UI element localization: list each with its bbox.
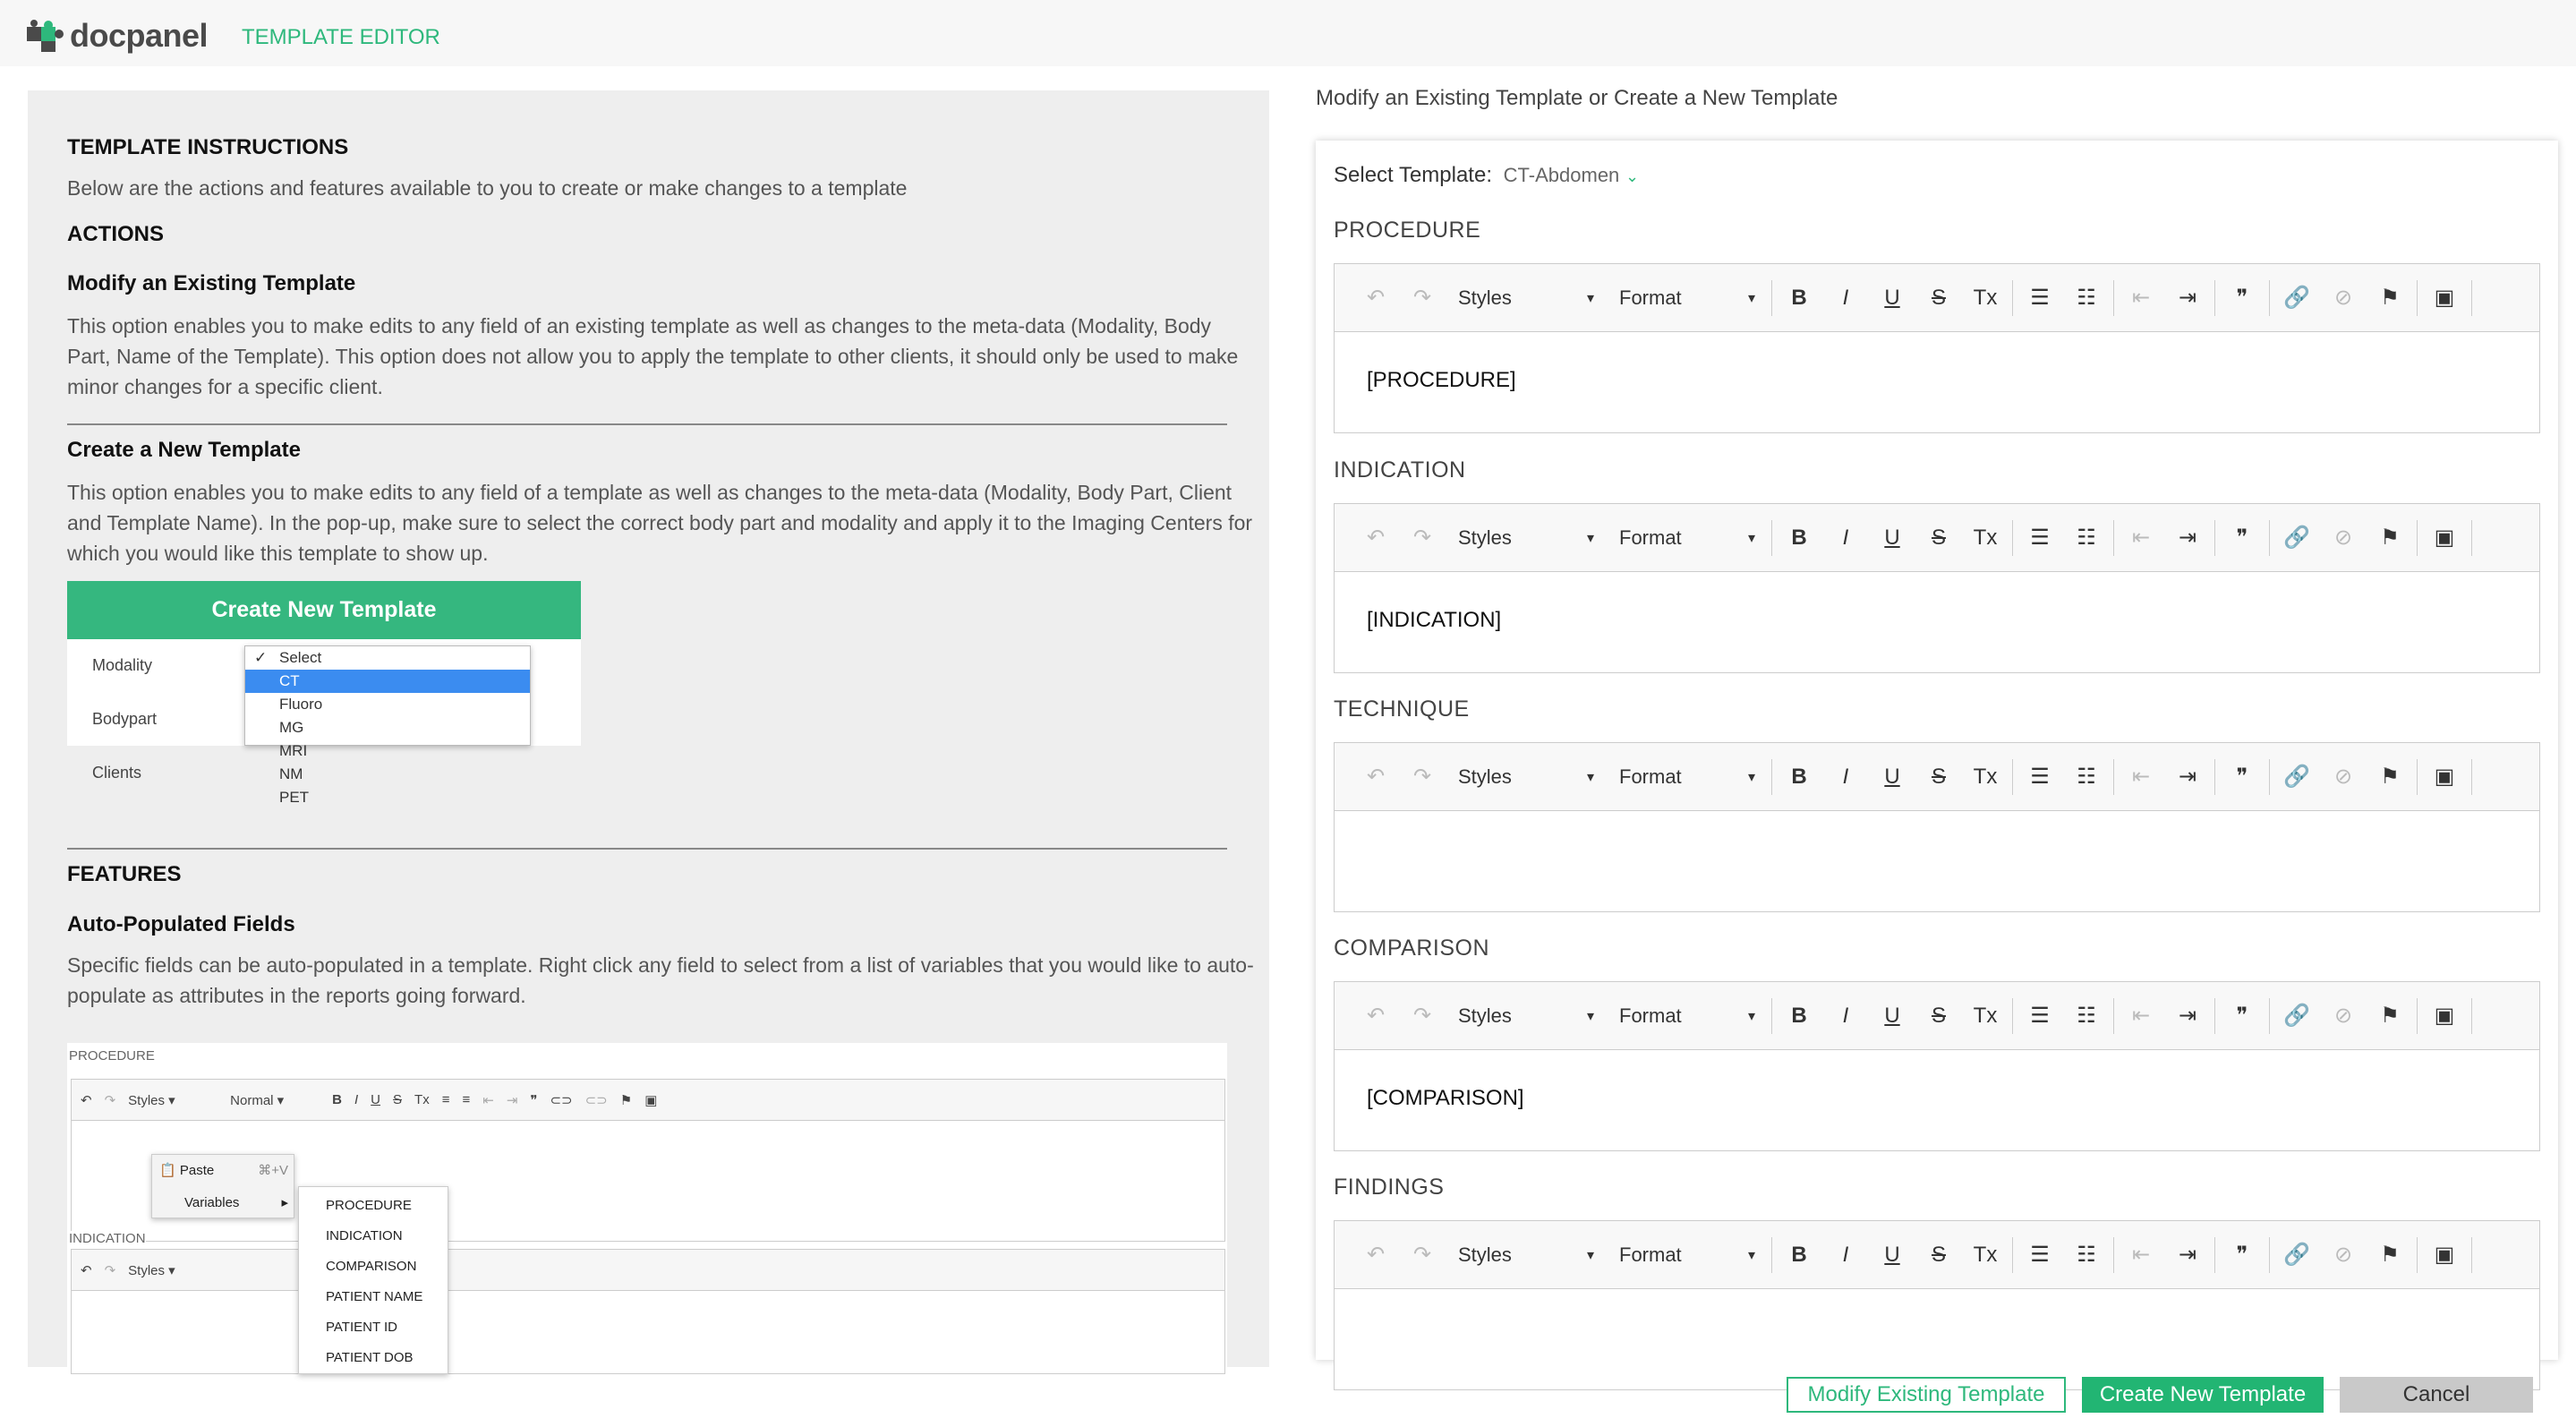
- toolbar-separator: [2113, 520, 2114, 556]
- quote-icon[interactable]: ❞: [2236, 526, 2248, 550]
- styles-select: Styles ▾: [128, 1092, 175, 1108]
- clients-label: Clients: [92, 764, 142, 782]
- context-menu-preview: [151, 1154, 294, 1218]
- clipboard-icon: 📋: [159, 1163, 176, 1178]
- create-text: This option enables you to make edits to any field of a template as well as changes to the meta-data (Modality, Body Part, Client and Template Name). In the pop-up, make sure to select the correct body part and modality and apply it to the Imaging Centers for which you would like this template to show up.: [67, 481, 1253, 565]
- preview-editor: [71, 1249, 1225, 1374]
- underline-icon[interactable]: U: [1884, 285, 1900, 310]
- link-icon: ⊂⊃: [550, 1092, 573, 1108]
- toolbar-separator: [2471, 759, 2472, 795]
- strike-icon[interactable]: S: [1931, 525, 1946, 550]
- variable-item: COMPARISON: [326, 1259, 417, 1274]
- toolbar-separator: [2113, 759, 2114, 795]
- link-icon[interactable]: 🔗: [2283, 1243, 2310, 1267]
- strike-icon[interactable]: S: [1931, 764, 1946, 789]
- caret-down-icon: ▾: [1586, 1247, 1594, 1263]
- flag-icon: ⚑: [619, 1092, 633, 1108]
- editor-toolbar: [1335, 743, 2539, 811]
- caret-down-icon: ▾: [1747, 1008, 1755, 1024]
- outdent-icon: ⇤: [482, 1092, 494, 1108]
- italic-icon[interactable]: I: [1842, 525, 1849, 550]
- unlink-icon[interactable]: ⊘: [2333, 526, 2353, 550]
- features-heading: FEATURES: [67, 862, 182, 886]
- styles-label: Styles: [1458, 1243, 1512, 1266]
- editor-content[interactable]: [PROCEDURE]: [1367, 368, 1516, 392]
- quote-icon[interactable]: ❞: [2236, 1004, 2248, 1028]
- underline-icon[interactable]: U: [1884, 525, 1900, 550]
- format-label: Format: [1619, 765, 1682, 788]
- toolbar-separator: [2113, 280, 2114, 316]
- auto-populate-preview: [67, 1043, 1227, 1367]
- select-template-value[interactable]: CT-Abdomen: [1503, 164, 1620, 186]
- indent-icon[interactable]: ⇥: [2178, 765, 2197, 789]
- section-label-indication: INDICATION: [1334, 457, 1466, 483]
- cancel-button[interactable]: Cancel: [2340, 1377, 2533, 1413]
- indent-icon[interactable]: ⇥: [2178, 1243, 2197, 1267]
- outdent-icon[interactable]: ⇤: [2131, 1004, 2151, 1028]
- clear-format-icon: Tx: [414, 1092, 430, 1107]
- bullet-list-icon[interactable]: ☷: [2077, 765, 2096, 789]
- toolbar-separator: [2269, 280, 2270, 316]
- redo-icon[interactable]: ↷: [1412, 1243, 1432, 1267]
- variable-item: PROCEDURE: [326, 1198, 412, 1213]
- toolbar-separator: [2417, 759, 2418, 795]
- numbered-list-icon[interactable]: ☰: [2030, 526, 2050, 550]
- link-icon[interactable]: 🔗: [2283, 526, 2310, 550]
- rich-text-editor-findings: [1334, 1220, 2540, 1390]
- template-editor-panel: [1316, 141, 2558, 1360]
- section-label-findings: FINDINGS: [1334, 1175, 1445, 1200]
- bullet-list-icon[interactable]: ☷: [2077, 1243, 2096, 1267]
- strike-icon[interactable]: S: [1931, 285, 1946, 310]
- submenu-arrow-icon: ▸: [281, 1195, 288, 1210]
- instructions-panel: [28, 90, 1269, 1367]
- bold-icon: B: [332, 1092, 342, 1107]
- indent-icon[interactable]: ⇥: [2178, 286, 2197, 310]
- redo-icon[interactable]: ↷: [1412, 765, 1432, 789]
- bodypart-label: Bodypart: [92, 710, 158, 728]
- caret-down-icon: ▾: [1747, 530, 1755, 546]
- preview-label: INDICATION: [69, 1231, 146, 1246]
- format-dropdown[interactable]: [1610, 1237, 1764, 1273]
- image-icon[interactable]: ▣: [2434, 765, 2455, 789]
- styles-label: Styles: [1458, 1004, 1512, 1027]
- numbered-list-icon[interactable]: ☰: [2030, 1004, 2050, 1028]
- caret-down-icon: ▾: [1586, 530, 1594, 546]
- toolbar-separator: [2012, 520, 2013, 556]
- toolbar-separator: [2417, 1237, 2418, 1273]
- create-template-preview: [67, 581, 581, 806]
- indent-icon[interactable]: ⇥: [2178, 526, 2197, 550]
- variable-item: PATIENT DOB: [326, 1350, 414, 1365]
- toolbar-separator: [2113, 1237, 2114, 1273]
- redo-icon[interactable]: ↷: [1412, 286, 1432, 310]
- editor-toolbar: [1335, 264, 2539, 332]
- variable-item: INDICATION: [326, 1228, 403, 1243]
- italic-icon: I: [354, 1092, 359, 1107]
- preview-toolbar: [72, 1250, 1224, 1291]
- toolbar-separator: [2012, 998, 2013, 1034]
- format-label: Format: [1619, 1004, 1682, 1027]
- create-heading: Create a New Template: [67, 438, 301, 462]
- modality-dropdown-preview: [244, 645, 531, 806]
- template-selector[interactable]: [1334, 163, 1639, 188]
- underline-icon[interactable]: U: [1884, 1242, 1900, 1267]
- variables-submenu-preview: [298, 1186, 448, 1374]
- modify-text: This option enables you to make edits to any field of an existing template as well as changes to the meta-data (Modality, Body Part, Name of the Template). This option does not allow you to apply the template to other clients, it should only be used to make minor changes for a specific client.: [67, 314, 1239, 398]
- editor-toolbar: [1335, 982, 2539, 1050]
- bullet-list-icon: ≡: [462, 1092, 471, 1107]
- styles-dropdown[interactable]: [1449, 520, 1603, 556]
- toolbar-separator: [2417, 998, 2418, 1034]
- dropdown-option: CT: [245, 670, 530, 693]
- quote-icon[interactable]: ❞: [2236, 765, 2248, 789]
- bullet-list-icon[interactable]: ☷: [2077, 286, 2096, 310]
- outdent-icon[interactable]: ⇤: [2131, 765, 2151, 789]
- toolbar-separator: [2113, 998, 2114, 1034]
- puzzle-logo-icon: [27, 18, 64, 54]
- top-bar: [0, 0, 2576, 66]
- toolbar-separator: [1771, 998, 1772, 1034]
- bold-icon[interactable]: B: [1791, 1003, 1807, 1028]
- flag-icon[interactable]: ⚑: [2380, 765, 2400, 789]
- format-label: Format: [1619, 1243, 1682, 1266]
- create-new-template-button[interactable]: Create New Template: [2082, 1377, 2324, 1413]
- toolbar-separator: [1771, 759, 1772, 795]
- unlink-icon[interactable]: ⊘: [2333, 286, 2353, 310]
- section-label-comparison: COMPARISON: [1334, 936, 1489, 961]
- toolbar-separator: [2417, 520, 2418, 556]
- unlink-icon: ⊂⊃: [584, 1092, 608, 1108]
- editor-content[interactable]: [1335, 1289, 2539, 1361]
- editor-content[interactable]: [1335, 811, 2539, 883]
- link-icon[interactable]: 🔗: [2283, 286, 2310, 310]
- toolbar-separator: [2012, 280, 2013, 316]
- undo-icon: ↶: [81, 1092, 92, 1108]
- styles-dropdown[interactable]: [1449, 998, 1603, 1034]
- rich-text-editor-comparison: [1334, 981, 2540, 1151]
- redo-icon: ↷: [104, 1092, 116, 1108]
- editor-content[interactable]: [COMPARISON]: [1367, 1086, 1524, 1110]
- logo-text: docpanel: [70, 17, 209, 54]
- quote-icon[interactable]: ❞: [2236, 286, 2248, 310]
- redo-icon: ↷: [104, 1262, 116, 1278]
- undo-icon[interactable]: ↶: [1366, 526, 1386, 550]
- toolbar-separator: [1771, 520, 1772, 556]
- strike-icon: S: [393, 1092, 403, 1107]
- variable-item: PATIENT NAME: [326, 1289, 423, 1304]
- dropdown-option: MG: [279, 719, 304, 736]
- unlink-icon[interactable]: ⊘: [2333, 765, 2353, 789]
- styles-label: Styles: [1458, 765, 1512, 788]
- toolbar-separator: [2214, 998, 2215, 1034]
- dropdown-option: NM: [279, 765, 303, 782]
- toolbar-separator: [2269, 759, 2270, 795]
- dropdown-option: ✓ Select: [245, 646, 530, 670]
- bullet-list-icon[interactable]: ☷: [2077, 526, 2096, 550]
- link-icon[interactable]: 🔗: [2283, 1004, 2310, 1028]
- outdent-icon[interactable]: ⇤: [2131, 526, 2151, 550]
- strike-icon[interactable]: S: [1931, 1242, 1946, 1267]
- paste-item: 📋 Paste ⌘+V: [159, 1163, 288, 1178]
- underline-icon[interactable]: U: [1884, 764, 1900, 789]
- dropdown-option: MRI: [279, 742, 308, 759]
- italic-icon[interactable]: I: [1842, 764, 1849, 789]
- format-label: Format: [1619, 526, 1682, 549]
- image-icon[interactable]: ▣: [2434, 1004, 2455, 1028]
- clear-format-icon[interactable]: Tx: [1973, 525, 1998, 550]
- editor-toolbar: [1335, 504, 2539, 572]
- bold-icon[interactable]: B: [1791, 525, 1807, 550]
- redo-icon[interactable]: ↷: [1412, 1004, 1432, 1028]
- rich-text-editor-indication: [1334, 503, 2540, 673]
- redo-icon[interactable]: ↷: [1412, 526, 1432, 550]
- toolbar-separator: [2269, 1237, 2270, 1273]
- select-template-label: Select Template:: [1334, 163, 1492, 187]
- format-select: Normal ▾: [230, 1092, 285, 1108]
- toolbar-separator: [2471, 1237, 2472, 1273]
- clear-format-icon[interactable]: Tx: [1973, 285, 1998, 310]
- variable-item: PATIENT ID: [326, 1320, 398, 1335]
- instructions-intro: Below are the actions and features available to you to create or make changes to a template: [67, 176, 908, 200]
- quote-icon[interactable]: ❞: [2236, 1243, 2248, 1267]
- toolbar-separator: [2471, 998, 2472, 1034]
- flag-icon[interactable]: ⚑: [2380, 286, 2400, 310]
- clear-format-icon[interactable]: Tx: [1973, 1003, 1998, 1028]
- format-label: Format: [1619, 286, 1682, 309]
- toolbar-separator: [1771, 280, 1772, 316]
- italic-icon[interactable]: I: [1842, 285, 1849, 310]
- format-dropdown[interactable]: [1610, 759, 1764, 795]
- unlink-icon[interactable]: ⊘: [2333, 1243, 2353, 1267]
- modify-existing-template-button[interactable]: Modify Existing Template: [1787, 1377, 2066, 1413]
- undo-icon[interactable]: ↶: [1366, 1243, 1386, 1267]
- clear-format-icon[interactable]: Tx: [1973, 1242, 1998, 1267]
- image-icon[interactable]: ▣: [2434, 1243, 2455, 1267]
- actions-heading: ACTIONS: [67, 222, 164, 246]
- dropdown-option: Fluoro: [279, 696, 323, 713]
- modality-label: Modality: [92, 656, 153, 674]
- format-dropdown[interactable]: [1610, 280, 1764, 316]
- format-dropdown[interactable]: [1610, 998, 1764, 1034]
- numbered-list-icon[interactable]: ☰: [2030, 1243, 2050, 1267]
- create-template-preview-header: Create New Template: [67, 581, 581, 639]
- editor-toolbar: [1335, 1221, 2539, 1289]
- caret-down-icon: ▾: [1747, 1247, 1755, 1263]
- toolbar-separator: [2012, 759, 2013, 795]
- auto-heading: Auto-Populated Fields: [67, 912, 295, 936]
- bold-icon[interactable]: B: [1791, 1242, 1807, 1267]
- toolbar-separator: [2214, 759, 2215, 795]
- bold-icon[interactable]: B: [1791, 285, 1807, 310]
- toolbar-separator: [2214, 520, 2215, 556]
- flag-icon[interactable]: ⚑: [2380, 526, 2400, 550]
- section-label-procedure: PROCEDURE: [1334, 218, 1481, 243]
- numbered-list-icon[interactable]: ☰: [2030, 286, 2050, 310]
- flag-icon[interactable]: ⚑: [2380, 1004, 2400, 1028]
- toolbar-separator: [2214, 280, 2215, 316]
- editor-content[interactable]: [INDICATION]: [1367, 608, 1502, 632]
- underline-icon[interactable]: U: [1884, 1003, 1900, 1028]
- app-title: TEMPLATE EDITOR: [242, 25, 440, 49]
- divider: [67, 423, 1227, 425]
- image-icon: ▣: [644, 1092, 658, 1108]
- numbered-list-icon[interactable]: ☰: [2030, 765, 2050, 789]
- indent-icon[interactable]: ⇥: [2178, 1004, 2197, 1028]
- modify-heading: Modify an Existing Template: [67, 271, 356, 295]
- format-dropdown[interactable]: [1610, 520, 1764, 556]
- docpanel-logo[interactable]: [27, 18, 208, 54]
- image-icon[interactable]: ▣: [2434, 286, 2455, 310]
- undo-icon: ↶: [81, 1262, 92, 1278]
- styles-dropdown[interactable]: [1449, 1237, 1603, 1273]
- strike-icon[interactable]: S: [1931, 1003, 1946, 1028]
- caret-down-icon: ▾: [1586, 769, 1594, 785]
- bullet-list-icon[interactable]: ☷: [2077, 1004, 2096, 1028]
- styles-dropdown[interactable]: [1449, 280, 1603, 316]
- undo-icon[interactable]: ↶: [1366, 765, 1386, 789]
- numbered-list-icon: ≡: [441, 1092, 450, 1107]
- styles-label: Styles: [1458, 286, 1512, 309]
- quote-icon: ❞: [530, 1092, 538, 1108]
- toolbar-separator: [2471, 280, 2472, 316]
- caret-down-icon: ▾: [1747, 769, 1755, 785]
- toolbar-separator: [2012, 1237, 2013, 1273]
- preview-toolbar: [72, 1080, 1224, 1121]
- caret-down-icon: ▾: [1586, 1008, 1594, 1024]
- unlink-icon[interactable]: ⊘: [2333, 1004, 2353, 1028]
- toolbar-separator: [2269, 998, 2270, 1034]
- caret-down-icon: ▾: [1586, 290, 1594, 306]
- indent-icon: ⇥: [506, 1092, 518, 1108]
- auto-text: Specific fields can be auto-populated in a template. Right click any field to select from a list of variables that you would like to auto-populate as attributes in the reports going forward.: [67, 953, 1254, 1007]
- flag-icon[interactable]: ⚑: [2380, 1243, 2400, 1267]
- dropdown-option: PET: [279, 789, 310, 806]
- toolbar-separator: [2417, 280, 2418, 316]
- rich-text-editor-technique: [1334, 742, 2540, 912]
- divider: [67, 848, 1227, 850]
- toolbar-separator: [2269, 520, 2270, 556]
- styles-dropdown[interactable]: [1449, 759, 1603, 795]
- chevron-down-icon[interactable]: ⌄: [1625, 167, 1640, 185]
- toolbar-separator: [2214, 1237, 2215, 1273]
- caret-down-icon: ▾: [1747, 290, 1755, 306]
- outdent-icon[interactable]: ⇤: [2131, 1243, 2151, 1267]
- italic-icon[interactable]: I: [1842, 1242, 1849, 1267]
- styles-select: Styles ▾: [128, 1262, 175, 1278]
- variables-item: Variables ▸: [152, 1187, 294, 1219]
- instructions-heading: TEMPLATE INSTRUCTIONS: [67, 135, 349, 159]
- image-icon[interactable]: ▣: [2434, 526, 2455, 550]
- toolbar-separator: [2471, 520, 2472, 556]
- checkmark-icon: ✓: [254, 649, 268, 666]
- link-icon[interactable]: 🔗: [2283, 765, 2310, 789]
- rich-text-editor-procedure: [1334, 263, 2540, 433]
- undo-icon[interactable]: ↶: [1366, 286, 1386, 310]
- section-label-technique: TECHNIQUE: [1334, 696, 1470, 722]
- editor-panel-heading: Modify an Existing Template or Create a New Template: [1316, 86, 1838, 110]
- underline-icon: U: [371, 1092, 381, 1107]
- italic-icon[interactable]: I: [1842, 1003, 1849, 1028]
- undo-icon[interactable]: ↶: [1366, 1004, 1386, 1028]
- outdent-icon[interactable]: ⇤: [2131, 286, 2151, 310]
- toolbar-separator: [1771, 1237, 1772, 1273]
- clear-format-icon[interactable]: Tx: [1973, 764, 1998, 789]
- bold-icon[interactable]: B: [1791, 764, 1807, 789]
- preview-label: PROCEDURE: [69, 1048, 155, 1064]
- styles-label: Styles: [1458, 526, 1512, 549]
